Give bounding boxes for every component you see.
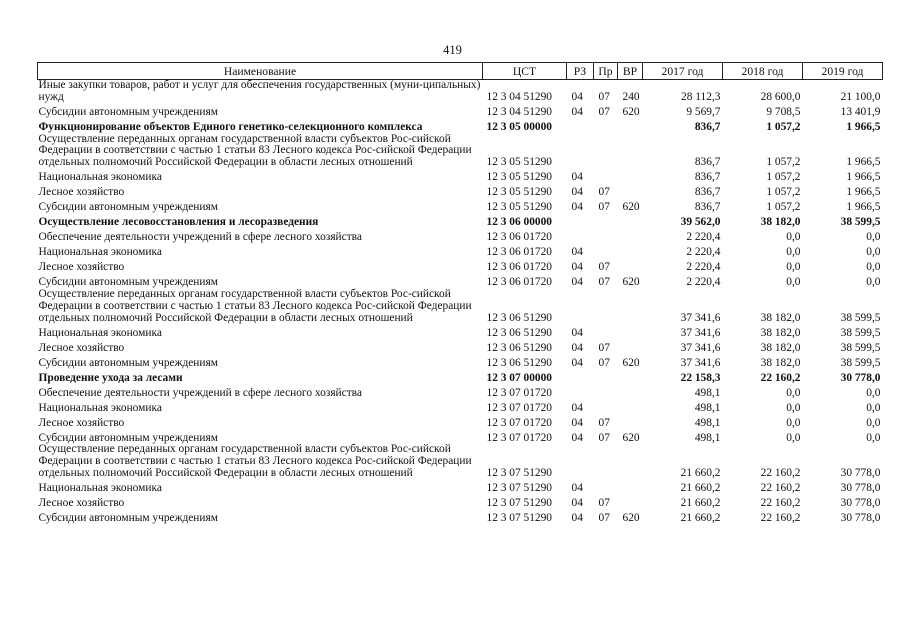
row-cst: 12 3 07 01720 — [486, 401, 552, 414]
row-vr — [618, 229, 643, 244]
row-value-2018: 1 057,2 — [766, 156, 801, 169]
row-value-2019: 0,0 — [866, 261, 881, 274]
row-value-2017: 37 341,6 — [680, 341, 721, 354]
row-name: Национальная экономика — [38, 326, 162, 339]
row-pr — [594, 324, 618, 339]
table-row — [38, 184, 883, 199]
row-value-2018: 1 057,2 — [766, 201, 801, 214]
row-value-2017: 2 220,4 — [686, 276, 721, 289]
row-value-2018: 28 600,0 — [760, 90, 801, 103]
row-vr: 620 — [622, 511, 640, 524]
row-value-2019: 30 778,0 — [840, 371, 881, 384]
table-row — [38, 384, 883, 399]
row-value-2018: 22 160,2 — [760, 481, 801, 494]
row-rz: 04 — [571, 276, 583, 289]
row-cst: 12 3 07 51290 — [486, 481, 552, 494]
row-rz: 04 — [571, 401, 583, 414]
row-value-2019: 0,0 — [866, 416, 881, 429]
row-name: Осуществление переданных органам государственной власти субъектов Рос-сийской Федерации в соответствии с частью 1 статьи 83 Лесного кодекса Рос-сийской Федерации отдельных полномочий Российской Федерации в области лесных отношений — [38, 132, 472, 169]
row-vr: 620 — [622, 356, 640, 369]
row-rz — [567, 134, 594, 169]
row-cst: 12 3 07 01720 — [486, 416, 552, 429]
row-value-2017: 498,1 — [694, 386, 721, 399]
row-rz: 04 — [571, 416, 583, 429]
row-vr — [618, 324, 643, 339]
row-name: Лесное хозяйство — [38, 496, 125, 509]
row-rz: 04 — [571, 246, 583, 259]
header-rz: РЗ — [567, 63, 594, 80]
row-pr: 07 — [598, 416, 610, 429]
row-value-2017: 21 660,2 — [680, 466, 721, 479]
row-cst: 12 3 06 01720 — [486, 276, 552, 289]
row-name: Обеспечение деятельности учреждений в сфере лесного хозяйства — [38, 386, 362, 399]
row-rz: 04 — [571, 496, 583, 509]
row-value-2019: 21 100,0 — [840, 90, 881, 103]
row-value-2017: 836,7 — [694, 156, 721, 169]
row-value-2019: 0,0 — [866, 386, 881, 399]
row-name: Лесное хозяйство — [38, 186, 125, 199]
row-value-2019: 38 599,5 — [840, 216, 881, 229]
row-cst: 12 3 06 01720 — [486, 231, 552, 244]
row-name: Лесное хозяйство — [38, 416, 125, 429]
row-cst: 12 3 04 51290 — [486, 105, 552, 118]
row-value-2017: 2 220,4 — [686, 246, 721, 259]
row-name: Проведение ухода за лесами — [38, 371, 183, 384]
table-row — [38, 274, 883, 289]
row-value-2017: 37 341,6 — [680, 311, 721, 324]
header-vr: ВР — [618, 63, 643, 80]
row-pr: 07 — [598, 341, 610, 354]
row-value-2017: 498,1 — [694, 401, 721, 414]
table-row — [38, 104, 883, 119]
row-cst: 12 3 06 51290 — [486, 311, 552, 324]
row-value-2018: 0,0 — [786, 246, 801, 259]
row-pr — [594, 119, 618, 134]
row-pr — [594, 244, 618, 259]
row-value-2018: 0,0 — [786, 276, 801, 289]
scan-artifact — [430, 630, 890, 634]
table-row — [38, 259, 883, 274]
row-vr — [618, 480, 643, 495]
row-cst: 12 3 06 51290 — [486, 326, 552, 339]
table-row — [38, 480, 883, 495]
row-name: Национальная экономика — [38, 481, 162, 494]
row-cst: 12 3 04 51290 — [486, 90, 552, 103]
row-cst: 12 3 06 01720 — [486, 261, 552, 274]
row-pr: 07 — [598, 356, 610, 369]
row-value-2017: 37 341,6 — [680, 356, 721, 369]
table-row — [38, 134, 883, 169]
table-row — [38, 169, 883, 184]
row-value-2017: 9 569,7 — [686, 105, 721, 118]
table-row — [38, 214, 883, 229]
row-value-2019: 1 966,5 — [846, 156, 881, 169]
row-pr: 07 — [598, 90, 610, 103]
row-rz — [567, 119, 594, 134]
row-vr: 620 — [622, 201, 640, 214]
row-pr: 07 — [598, 186, 610, 199]
row-value-2018: 38 182,0 — [760, 341, 801, 354]
table-header — [38, 63, 883, 80]
table-row — [38, 80, 883, 104]
header-2017: 2017 год — [643, 63, 723, 80]
row-name: Иные закупки товаров, работ и услуг для обеспечения государственных (муни-ципальных) нужд — [38, 79, 481, 103]
row-value-2019: 30 778,0 — [840, 496, 881, 509]
row-value-2018: 9 708,5 — [766, 105, 801, 118]
row-vr — [618, 444, 643, 479]
row-vr — [618, 289, 643, 324]
row-pr — [594, 369, 618, 384]
row-rz: 04 — [571, 105, 583, 118]
table-row — [38, 339, 883, 354]
row-rz — [567, 289, 594, 324]
row-vr — [618, 369, 643, 384]
row-rz: 04 — [571, 481, 583, 494]
row-pr: 07 — [598, 105, 610, 118]
table-row — [38, 429, 883, 444]
header-2019: 2019 год — [803, 63, 883, 80]
row-name: Осуществление переданных органам государственной власти субъектов Рос-сийской Федерации в соответствии с частью 1 статьи 83 Лесного кодекса Рос-сийской Федерации отдельных полномочий Российской Федерации в области лесных отношений — [38, 443, 472, 479]
row-cst: 12 3 05 51290 — [486, 201, 552, 214]
row-value-2019: 1 966,5 — [846, 186, 881, 199]
row-value-2017: 39 562,0 — [680, 216, 721, 229]
table-row — [38, 199, 883, 214]
row-name: Субсидии автономным учреждениям — [38, 276, 218, 289]
row-rz: 04 — [571, 171, 583, 184]
row-cst: 12 3 05 51290 — [486, 171, 552, 184]
row-value-2018: 0,0 — [786, 416, 801, 429]
row-value-2018: 22 160,2 — [760, 496, 801, 509]
row-value-2019: 0,0 — [866, 246, 881, 259]
row-cst: 12 3 06 51290 — [486, 356, 552, 369]
row-value-2019: 38 599,5 — [840, 356, 881, 369]
row-name: Субсидии автономным учреждениям — [38, 201, 218, 214]
row-value-2019: 13 401,9 — [840, 105, 881, 118]
row-pr — [594, 399, 618, 414]
row-value-2018: 1 057,2 — [766, 171, 801, 184]
row-value-2018: 22 160,2 — [760, 371, 801, 384]
row-rz: 04 — [571, 326, 583, 339]
row-rz — [567, 444, 594, 479]
header-pr: Пр — [594, 63, 618, 80]
row-value-2017: 21 660,2 — [680, 496, 721, 509]
row-pr — [594, 384, 618, 399]
row-pr — [594, 229, 618, 244]
row-value-2018: 38 182,0 — [760, 356, 801, 369]
row-rz — [567, 369, 594, 384]
row-value-2019: 38 599,5 — [840, 326, 881, 339]
row-pr — [594, 134, 618, 169]
row-value-2019: 0,0 — [866, 276, 881, 289]
row-vr — [618, 119, 643, 134]
row-value-2019: 1 966,5 — [846, 171, 881, 184]
row-value-2019: 30 778,0 — [840, 466, 881, 479]
row-value-2017: 28 112,3 — [681, 90, 721, 103]
row-value-2019: 30 778,0 — [840, 481, 881, 494]
row-value-2017: 21 660,2 — [680, 511, 721, 524]
row-value-2019: 30 778,0 — [840, 511, 881, 524]
row-name: Субсидии автономным учреждениям — [38, 105, 218, 118]
table-row — [38, 324, 883, 339]
row-vr — [618, 399, 643, 414]
table-row — [38, 369, 883, 384]
row-value-2019: 0,0 — [866, 231, 881, 244]
row-vr — [618, 214, 643, 229]
row-vr: 620 — [622, 276, 640, 289]
row-pr: 07 — [598, 201, 610, 214]
row-pr — [594, 480, 618, 495]
table-row — [38, 414, 883, 429]
row-value-2017: 836,7 — [694, 186, 721, 199]
row-name: Субсидии автономным учреждениям — [38, 511, 218, 524]
row-rz: 04 — [571, 201, 583, 214]
row-cst: 12 3 07 00000 — [486, 371, 552, 384]
row-value-2017: 836,7 — [694, 120, 721, 133]
row-value-2018: 0,0 — [786, 401, 801, 414]
row-value-2018: 22 160,2 — [760, 466, 801, 479]
table-row — [38, 119, 883, 134]
row-value-2017: 21 660,2 — [680, 481, 721, 494]
row-value-2017: 836,7 — [694, 201, 721, 214]
row-value-2018: 38 182,0 — [760, 311, 801, 324]
row-cst: 12 3 07 51290 — [486, 466, 552, 479]
row-name: Национальная экономика — [38, 171, 162, 184]
row-value-2018: 0,0 — [786, 386, 801, 399]
row-value-2017: 498,1 — [694, 416, 721, 429]
row-rz — [567, 229, 594, 244]
row-vr — [618, 384, 643, 399]
row-value-2018: 1 057,2 — [766, 120, 801, 133]
budget-table — [37, 62, 883, 525]
row-value-2018: 38 182,0 — [760, 216, 801, 229]
header-cst: ЦСТ — [483, 63, 567, 80]
row-value-2018: 1 057,2 — [766, 186, 801, 199]
row-name: Национальная экономика — [38, 246, 162, 259]
row-pr: 07 — [598, 261, 610, 274]
row-cst: 12 3 07 01720 — [486, 386, 552, 399]
row-vr: 620 — [622, 105, 640, 118]
row-name: Субсидии автономным учреждениям — [38, 356, 218, 369]
table-row — [38, 354, 883, 369]
table-row — [38, 510, 883, 525]
row-pr — [594, 289, 618, 324]
row-value-2019: 1 966,5 — [846, 201, 881, 214]
table-row — [38, 399, 883, 414]
row-vr — [618, 134, 643, 169]
table-row — [38, 229, 883, 244]
row-rz — [567, 384, 594, 399]
row-name: Национальная экономика — [38, 401, 162, 414]
table-row — [38, 289, 883, 324]
page-number: 419 — [443, 43, 462, 57]
row-name: Лесное хозяйство — [38, 261, 125, 274]
row-value-2018: 0,0 — [786, 431, 801, 444]
row-cst: 12 3 05 51290 — [486, 156, 552, 169]
row-pr: 07 — [598, 431, 610, 444]
row-rz: 04 — [571, 356, 583, 369]
row-vr — [618, 184, 643, 199]
table-row — [38, 444, 883, 479]
row-pr: 07 — [598, 511, 610, 524]
row-rz: 04 — [571, 341, 583, 354]
row-value-2017: 498,1 — [694, 431, 721, 444]
table-row — [38, 244, 883, 259]
row-pr — [594, 444, 618, 479]
row-name: Субсидии автономным учреждениям — [38, 431, 218, 444]
row-value-2017: 836,7 — [694, 171, 721, 184]
row-vr — [618, 495, 643, 510]
row-cst: 12 3 06 01720 — [486, 246, 552, 259]
table-row — [38, 495, 883, 510]
header-2018: 2018 год — [723, 63, 803, 80]
row-vr — [618, 244, 643, 259]
row-value-2019: 38 599,5 — [840, 341, 881, 354]
row-pr — [594, 169, 618, 184]
row-cst: 12 3 07 51290 — [486, 496, 552, 509]
row-value-2019: 1 966,5 — [846, 120, 881, 133]
row-cst: 12 3 07 51290 — [486, 511, 552, 524]
row-rz: 04 — [571, 431, 583, 444]
row-value-2017: 2 220,4 — [686, 231, 721, 244]
row-vr: 240 — [622, 90, 640, 103]
row-value-2019: 0,0 — [866, 401, 881, 414]
row-pr: 07 — [598, 276, 610, 289]
row-value-2018: 22 160,2 — [760, 511, 801, 524]
row-rz: 04 — [571, 511, 583, 524]
row-vr: 620 — [622, 431, 640, 444]
row-value-2018: 0,0 — [786, 231, 801, 244]
header-name: Наименование — [38, 63, 483, 80]
row-vr — [618, 169, 643, 184]
row-name: Обеспечение деятельности учреждений в сфере лесного хозяйства — [38, 231, 362, 244]
row-vr — [618, 259, 643, 274]
row-vr — [618, 414, 643, 429]
row-name: Функционирование объектов Единого генетико-селекционного комплекса — [38, 120, 423, 133]
row-cst: 12 3 06 00000 — [486, 216, 552, 229]
row-value-2018: 0,0 — [786, 261, 801, 274]
row-name: Осуществление переданных органам государственной власти субъектов Рос-сийской Федерации в соответствии с частью 1 статьи 83 Лесного кодекса Рос-сийской Федерации отдельных полномочий Российской Федерации в области лесных отношений — [38, 287, 472, 324]
row-rz: 04 — [571, 90, 583, 103]
row-value-2019: 0,0 — [866, 431, 881, 444]
row-rz — [567, 214, 594, 229]
row-cst: 12 3 07 01720 — [486, 431, 552, 444]
row-value-2017: 37 341,6 — [680, 326, 721, 339]
row-value-2019: 38 599,5 — [840, 311, 881, 324]
row-cst: 12 3 05 51290 — [486, 186, 552, 199]
row-cst: 12 3 06 51290 — [486, 341, 552, 354]
row-rz: 04 — [571, 186, 583, 199]
row-vr — [618, 339, 643, 354]
table-body — [38, 80, 883, 525]
row-value-2017: 22 158,3 — [680, 371, 721, 384]
row-value-2017: 2 220,4 — [686, 261, 721, 274]
row-name: Лесное хозяйство — [38, 341, 125, 354]
row-cst: 12 3 05 00000 — [486, 120, 552, 133]
row-name: Осуществление лесовосстановления и лесоразведения — [38, 216, 319, 229]
row-value-2018: 38 182,0 — [760, 326, 801, 339]
row-pr: 07 — [598, 496, 610, 509]
row-rz: 04 — [571, 261, 583, 274]
row-pr — [594, 214, 618, 229]
